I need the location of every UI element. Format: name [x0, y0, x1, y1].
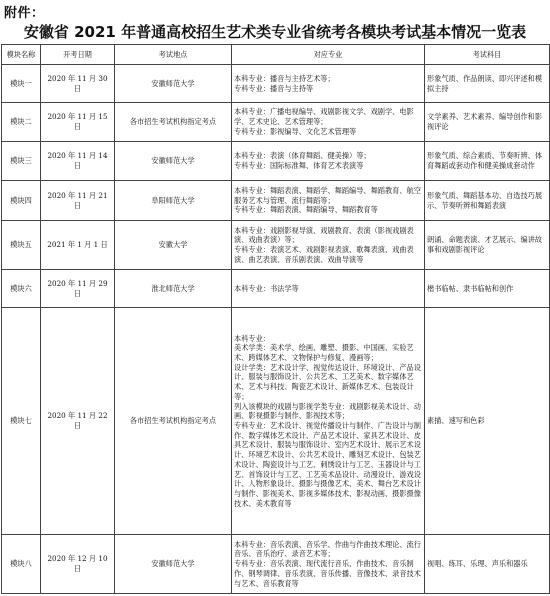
exam-date: 2020 年 11 月 29 日 [41, 270, 115, 308]
majors-cell [232, 65, 425, 103]
subjects-cell [425, 308, 550, 535]
exam-location: 安徽师范大学 [115, 535, 232, 594]
major-line: 设计学类：艺术设计学、视觉传达设计、环境设计、产品设计、服装与服饰设计、公共艺术、工艺美术、数字媒体艺术、艺术与科技、陶瓷艺术设计、新媒体艺术、包装设计等； [234, 362, 421, 401]
exam-date: 2020 年 11 月 15 日 [41, 103, 115, 142]
document-title: 安徽省 2021 年普通高校招生艺术类专业省统考各模块考试基本情况一览表 [23, 23, 527, 41]
table-row [2, 103, 550, 142]
exam-date: 2020 年 11 月 14 日 [41, 142, 115, 181]
major-line: 本科专业：书法学等 [234, 283, 299, 293]
module-name: 模块二 [2, 103, 41, 142]
subject-text: 形象气质、舞蹈基本功、自选技巧展示、节奏听辨和舞蹈表演 [427, 190, 543, 210]
major-line: 专科专业：艺术设计、视觉传播设计与制作、广告设计与制作、数字媒体艺术设计、产品艺术设计、家具艺术设计、皮具艺术设计、服装与服饰设计、室内艺术设计、展示艺术设计、环境艺术设计、公共艺术设计、雕刻艺术设计、包装艺术设计、陶瓷设计与工艺、刺绣设计与工艺、玉器设计与工艺、首饰设计与工艺、工艺美术品设计、动漫设计、游戏设计、人物形象设计、摄影与摄像艺术、美术、舞台艺术设计与制作、影视美术、影视多媒体技术、影视动画、摄影摄像技术、美术教育等 [234, 421, 421, 508]
major-line: 本科专业：广播电视编导、戏剧影视文学、戏剧学、电影学、艺术史论、艺术管理等； [234, 107, 414, 127]
subject-text: 朗诵、命题表演、才艺展示、编讲故事和戏剧影视评论 [427, 235, 543, 254]
module-name: 模块三 [2, 142, 41, 181]
exam-location: 各市招生考试机构指定考点 [115, 308, 232, 535]
module-name: 模块八 [2, 535, 41, 594]
major-line: 本科专业：音乐表演、音乐学、作曲与作曲技术理论、流行音乐、音乐治疗、录音艺术等； [234, 539, 421, 559]
major-line: 本科专业：舞蹈表演、舞蹈学、舞蹈编导、舞蹈教育、航空服务艺术与管理、流行舞蹈等； [234, 185, 421, 205]
exam-date: 2020 年 11 月 30 日 [41, 65, 115, 103]
major-line: 本科专业： [234, 333, 270, 343]
attachment-label: 附件： [4, 6, 45, 21]
major-line: 本科专业：表演（体育舞蹈、健美操）等； [234, 151, 371, 161]
subject-text: 楷书临帖、隶书临帖和创作 [427, 283, 514, 293]
subjects-cell [425, 181, 550, 221]
exam-date: 2020 年 11 月 21 日 [41, 181, 115, 221]
column-header-date: 开考日期 [41, 45, 115, 65]
majors-cell [232, 221, 425, 270]
subjects-cell [425, 103, 550, 142]
subject-text: 素描、速写和色彩 [427, 416, 485, 426]
exam-location: 淮北师范大学 [115, 270, 232, 308]
subject-text: 形象气质、作品朗读、即兴评述和模拟主持 [427, 73, 543, 93]
column-header-majors: 对应专业 [232, 45, 425, 65]
majors-cell [232, 270, 425, 308]
major-line: 专科专业：国际标准舞、体育艺术表演等 [234, 161, 364, 170]
subjects-cell [425, 270, 550, 308]
table-row [2, 535, 550, 594]
module-name: 模块五 [2, 221, 41, 270]
major-line: 美术学类：美术学、绘画、雕塑、摄影、中国画、实验艺术、跨媒体艺术、文物保护与修复、漫画等； [234, 343, 414, 363]
module-name: 模块六 [2, 270, 41, 308]
exam-location: 安徽大学 [115, 221, 232, 270]
subject-text: 视唱、练耳、乐理、声乐和器乐 [427, 559, 528, 569]
column-header-location: 考试地点 [115, 45, 232, 65]
table-header-row [2, 45, 550, 65]
subjects-cell [425, 142, 550, 181]
table-row [2, 65, 550, 103]
column-header-module: 模块名称 [2, 45, 41, 65]
column-header-subjects: 考试科目 [425, 45, 550, 65]
major-line: 专科专业：舞蹈表演、舞蹈编导、舞蹈教育等 [234, 205, 378, 215]
table-row [2, 270, 550, 308]
majors-cell [232, 103, 425, 142]
major-line: 专科专业：影视编导、文化艺术管理等 [234, 126, 357, 136]
exam-location: 各市招生考试机构指定考点 [115, 103, 232, 142]
module-name: 模块四 [2, 181, 41, 221]
module-name: 模块一 [2, 65, 41, 103]
table-row [2, 221, 550, 270]
table-row [2, 142, 550, 181]
table-row [2, 181, 550, 221]
subjects-cell [425, 535, 550, 594]
exam-location: 安徽师范大学 [115, 142, 232, 181]
majors-cell [232, 142, 425, 181]
exam-location: 安徽师范大学 [115, 65, 232, 103]
major-line: 本科专业：播音与主持艺术等； [234, 73, 335, 83]
exam-date: 2021 年 1 月 1 日 [41, 221, 115, 270]
major-line: 本科专业：戏剧影视导演、戏剧教育、表演（影视戏剧表演、戏曲表演）等； [234, 225, 414, 245]
exam-date: 2020 年 12 月 10 日 [41, 535, 115, 594]
subjects-cell [425, 65, 550, 103]
exam-location: 阜阳师范大学 [115, 181, 232, 221]
major-line: 专科专业：播音与主持等 [234, 83, 314, 93]
major-line: 列入该模块的戏剧与影视学类专业：戏剧影视美术设计、动画、影视摄影与制作、影视技术等； [234, 401, 421, 421]
module-name: 模块七 [2, 308, 41, 535]
majors-cell [232, 308, 425, 535]
majors-cell [232, 535, 425, 594]
subject-text: 形象气质、综合素质、节奏听辨、体育舞蹈或套动作和健美操成套动作 [427, 151, 543, 170]
major-line: 专科专业：表演艺术、戏剧影视表演、歌舞表演、戏曲表演、曲艺表演、音乐剧表演、戏曲导演等 [234, 245, 414, 264]
exam-modules-table [1, 44, 550, 594]
exam-date: 2020 年 11 月 22 日 [41, 308, 115, 535]
major-line: 专科专业：音乐表演、现代流行音乐、作曲技术、音乐制作、钢琴调律、音乐表演、音乐传播、音像技术、录音技术与艺术、音乐教育等 [234, 559, 421, 588]
subject-text: 文学素养、艺术素养、编导创作和影视评论 [427, 112, 543, 131]
majors-cell [232, 181, 425, 221]
table-row [2, 308, 550, 535]
subjects-cell [425, 221, 550, 270]
